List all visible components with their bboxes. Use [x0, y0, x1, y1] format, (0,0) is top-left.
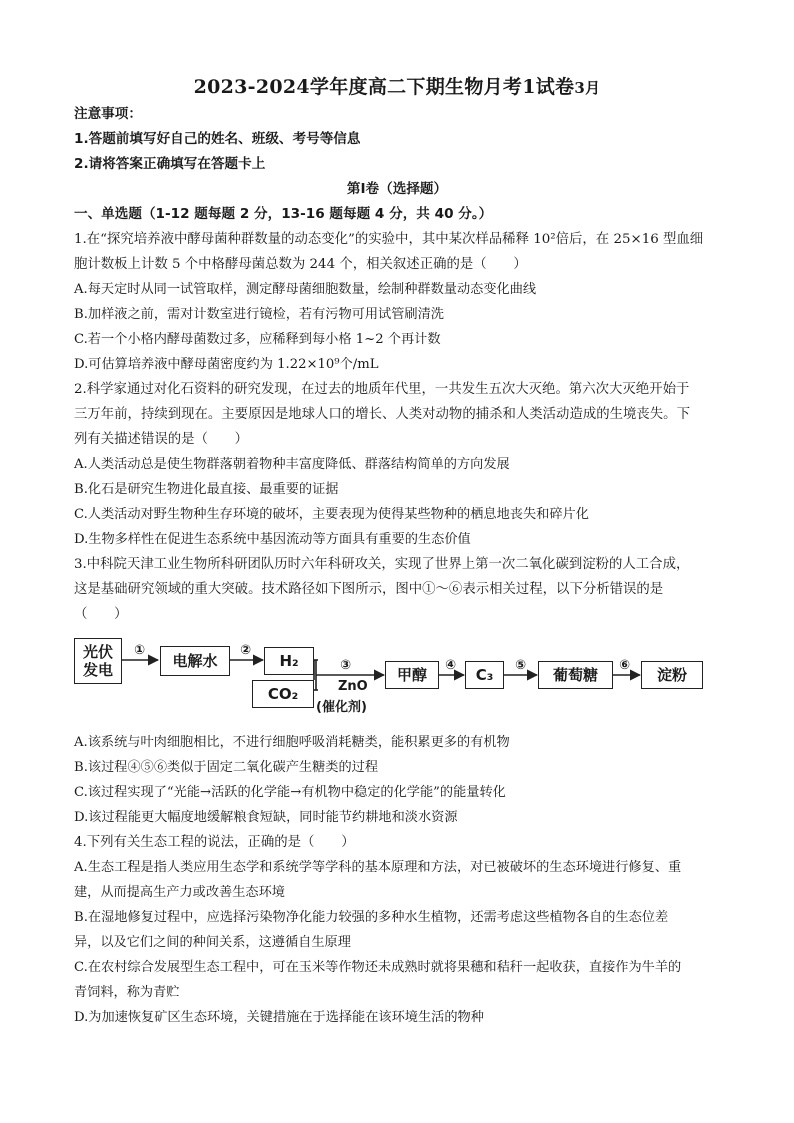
- q2-option-a: A.人类活动总是使生物群落朝着物种丰富度降低、群落结构简单的方向发展: [74, 457, 510, 472]
- part1-title: 第I卷（选择题）: [346, 181, 448, 197]
- q3-stem-line3: （ ）: [74, 607, 128, 622]
- exam-title: [0, 72, 794, 99]
- q2-option-d: D.生物多样性在促进生态系统中基因流动等方面具有重要的生态价值: [74, 532, 471, 547]
- q1-stem-line1: 1.在“探究培养液中酵母菌种群数量的动态变化”的实验中，其中某次样品稀释 10²倍后，在 25×16 型血细: [74, 232, 704, 247]
- pv-power-box: [74, 638, 122, 684]
- q1-option-d: D.可估算培养液中酵母菌密度约为 1.22×10⁹个/mL: [74, 357, 379, 372]
- co2-box: CO₂: [252, 680, 314, 708]
- q3-stem-line2: 这是基础研究领域的重大突破。技术路径如下图所示，图中①～⑥表示相关过程，以下分析错误的是: [74, 582, 664, 597]
- q1-option-b: B.加样液之前，需对计数室进行镜检，若有污物可用试管刷清洗: [74, 307, 444, 322]
- q4-option-c-line1: C.在农村综合发展型生态工程中，可在玉米等作物还未成熟时就将果穗和秸秆一起收获，直接作为牛羊的: [74, 960, 682, 975]
- q3-option-d: D.该过程能更大幅度地缓解粮食短缺，同时能节约耕地和淡水资源: [74, 810, 458, 825]
- catalyst-note: (催化剂): [316, 700, 367, 715]
- electrolysis-box: 电解水: [160, 646, 230, 676]
- step-5-label: ⑤: [515, 658, 527, 673]
- exam-title-main: 2023-2024学年度高二下期生物月考1试卷: [193, 76, 575, 98]
- step-2-label: ②: [240, 643, 252, 658]
- starch-synthesis-diagram: [74, 630, 706, 720]
- step-3-label: ③: [340, 658, 352, 673]
- q4-stem: 4.下列有关生态工程的说法，正确的是（ ）: [74, 835, 355, 850]
- notice-item-1: 1.答题前填写好自己的姓名、班级、考号等信息: [74, 131, 361, 147]
- q3-option-c: C.该过程实现了“光能→活跃的化学能→有机物中稳定的化学能”的能量转化: [74, 785, 506, 800]
- step-4-label: ④: [445, 658, 457, 673]
- glucose-box: 葡萄糖: [538, 661, 613, 689]
- q4-option-c-line2: 青饲料，称为青贮: [74, 985, 180, 1000]
- q4-option-b-line2: 异，以及它们之间的种间关系，这遵循自生原理: [74, 935, 351, 950]
- q4-option-d: D.为加速恢复矿区生态环境，关键措施在于选择能在该环境生活的物种: [74, 1010, 484, 1025]
- notice-heading: 注意事项：: [74, 106, 142, 122]
- methanol-box: 甲醇: [385, 661, 439, 689]
- q2-stem-line1: 2.科学家通过对化石资料的研究发现，在过去的地质年代里，一共发生五次大灭绝。第六次大灭绝开始于: [74, 382, 690, 397]
- q1-option-a: A.每天定时从同一试管取样，测定酵母菌细胞数量，绘制种群数量动态变化曲线: [74, 282, 537, 297]
- q2-option-b: B.化石是研究生物进化最直接、最重要的证据: [74, 482, 339, 497]
- c3-box: C₃: [465, 661, 504, 689]
- h2-box: H₂: [264, 647, 314, 675]
- pv-line1: 光伏: [82, 643, 113, 661]
- q3-option-a: A.该系统与叶肉细胞相比，不进行细胞呼吸消耗糖类，能积累更多的有机物: [74, 735, 510, 750]
- q2-option-c: C.人类活动对野生物种生存环境的破坏，主要表现为使得某些物种的栖息地丧失和碎片化: [74, 507, 589, 522]
- step-6-label: ⑥: [619, 658, 631, 673]
- exam-title-month: 3月: [574, 79, 601, 97]
- q2-stem-line3: 列有关描述错误的是（ ）: [74, 432, 249, 447]
- q4-option-b-line1: B.在湿地修复过程中，应选择污染物净化能力较强的多种水生植物，还需考虑这些植物各自的生态位差: [74, 910, 669, 925]
- q4-option-a-line2: 建，从而提高生产力或改善生态环境: [74, 885, 285, 900]
- q1-option-c: C.若一个小格内酵母菌数过多，应稀释到每小格 1~2 个再计数: [74, 332, 441, 347]
- q1-stem-line2: 胞计数板上计数 5 个中格酵母菌总数为 244 个，相关叙述正确的是（ ）: [74, 257, 527, 272]
- notice-item-2: 2.请将答案正确填写在答题卡上: [74, 156, 266, 172]
- section1-title: 一、单选题（1-12 题每题 2 分，13-16 题每题 4 分，共 40 分。）: [74, 206, 493, 222]
- q4-option-a-line1: A.生态工程是指人类应用生态学和系统学等学科的基本原理和方法，对已被破坏的生态环境进行修复、重: [74, 860, 682, 875]
- q3-stem-line1: 3.中科院天津工业生物所科研团队历时六年科研攻关，实现了世界上第一次二氧化碳到淀粉的人工合成，: [74, 557, 690, 572]
- q2-stem-line2: 三万年前，持续到现在。主要原因是地球人口的增长、人类对动物的捕杀和人类活动造成的生境丧失。下: [74, 407, 690, 422]
- q3-option-b: B.该过程④⑤⑥类似于固定二氧化碳产生糖类的过程: [74, 760, 379, 775]
- starch-box: 淀粉: [641, 661, 703, 689]
- catalyst-name: ZnO: [338, 679, 368, 694]
- step-1-label: ①: [134, 643, 146, 658]
- pv-line2: 发电: [82, 661, 113, 679]
